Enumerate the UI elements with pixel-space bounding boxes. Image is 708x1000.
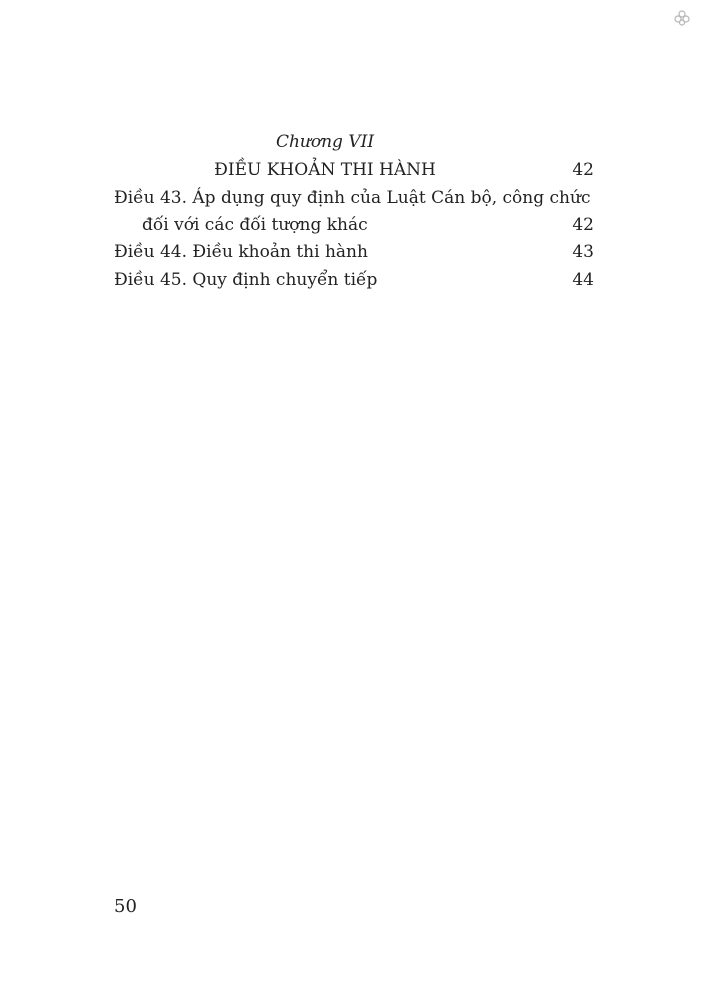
- toc-entry-45: Điều 45. Quy định chuyển tiếp: [114, 270, 378, 290]
- toc-entry-44: Điều 44. Điều khoản thi hành: [114, 242, 368, 262]
- toc-entry-44-page: 43: [572, 242, 594, 262]
- page-number: 50: [114, 896, 137, 917]
- toc-entry-43-line1: Điều 43. Áp dụng quy định của Luật Cán bộ, công chức: [114, 188, 591, 208]
- chapter-title: ĐIỀU KHOẢN THI HÀNH: [214, 160, 436, 180]
- chapter-label: Chương VII: [275, 132, 375, 152]
- toc-entry-43-line2: đối với các đối tượng khác: [142, 215, 368, 235]
- toc-entry-45-page: 44: [572, 270, 594, 290]
- chapter-page-number: 42: [572, 160, 594, 180]
- toc-entry-43-page: 42: [572, 215, 594, 235]
- flower-icon: [673, 9, 691, 27]
